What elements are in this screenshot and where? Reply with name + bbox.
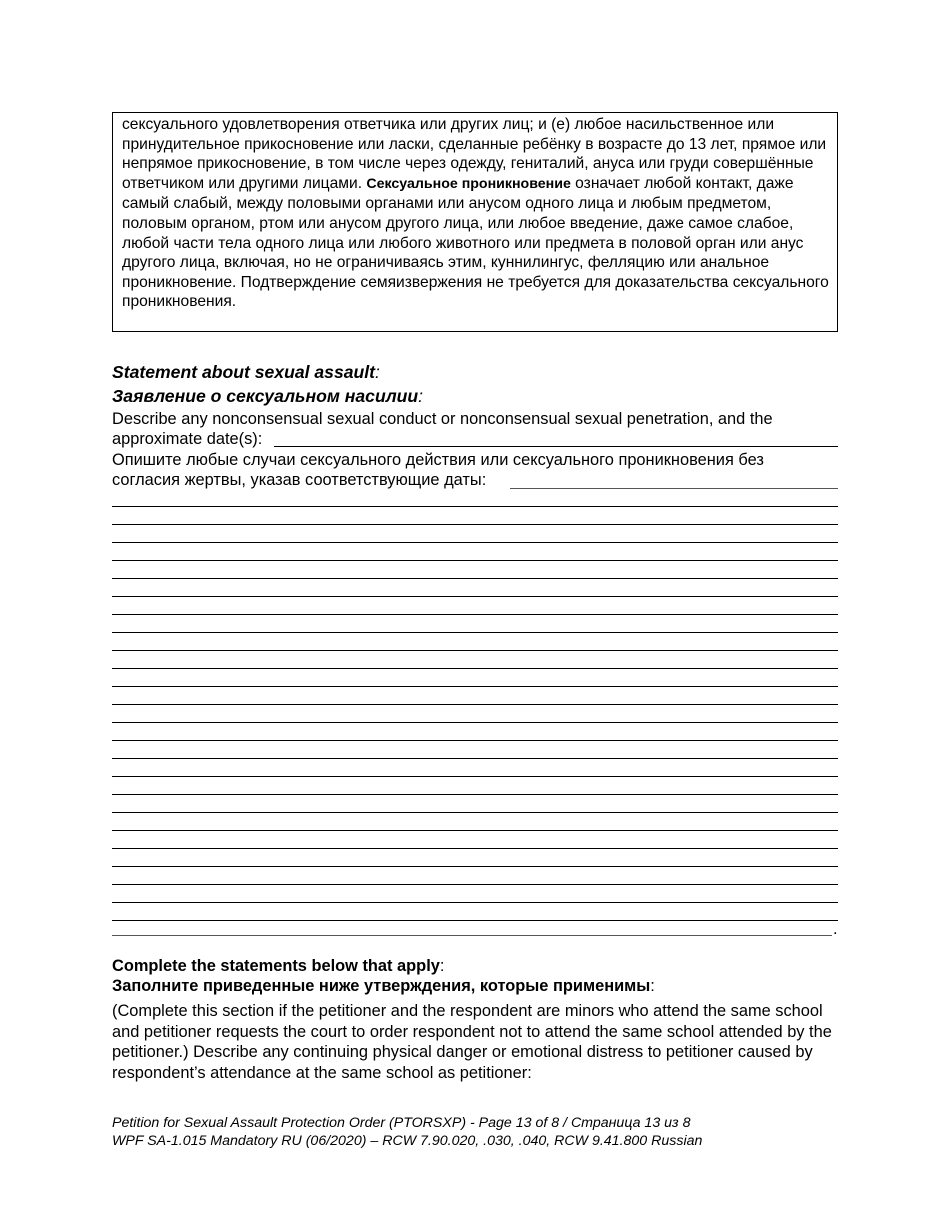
- answer-line[interactable]: [112, 722, 838, 723]
- prompt-ru-line1: Опишите любые случаи сексуального действия или сексуального проникновения без: [112, 451, 764, 469]
- footer-line-2: WPF SA-1.015 Mandatory RU (06/2020) – RCW 7.90.020, .030, .040, RCW 9.41.800 Russian: [112, 1133, 703, 1149]
- statement-heading-en: Statement about sexual assault:: [112, 362, 380, 382]
- prompt-en-line2: approximate date(s):: [112, 430, 263, 448]
- end-period: .: [833, 920, 838, 938]
- answer-line[interactable]: [112, 794, 838, 795]
- date-input-line-ru[interactable]: [510, 488, 838, 489]
- answer-line[interactable]: [112, 776, 838, 777]
- definition-term: Сексуальное проникновение: [366, 175, 571, 192]
- answer-line[interactable]: [112, 650, 838, 651]
- answer-line[interactable]: [112, 668, 838, 669]
- answer-line[interactable]: [112, 758, 838, 759]
- answer-line[interactable]: [112, 920, 838, 921]
- answer-line[interactable]: [112, 866, 838, 867]
- definition-text-2: означает любой контакт, даже самый слабый, между половыми органами или анусом одного лица и любым предметом, половым органом, ртом или анусом другого лица, или любое введение, даже самое слабое, любой части тела одного лица или любого животного или предмета в половой орган или анус другого лица, включая, но не ограничиваясь этим, куннилингус, фелляцию или анальное проникновение. Подтверждение семяизвержения не требуется для доказательства сексуального проникновения.: [122, 174, 829, 311]
- definition-text-1: сексуального удовлетворения ответчика или других лиц; и (e) любое насильственное или принудительное прикосновение или ласки, сделанные ребёнку в возрасте до 13 лет, прямое или непрямое прикосновение, в том числе через одежду, гениталий, ануса или груди совершённые ответчиком или другими лицами.: [122, 116, 827, 192]
- answer-line[interactable]: [112, 632, 838, 633]
- answer-line[interactable]: [112, 614, 838, 615]
- answer-line[interactable]: [112, 812, 838, 813]
- answer-line[interactable]: [112, 686, 838, 687]
- prompt-ru-line2: согласия жертвы, указав соответствующие даты:: [112, 471, 487, 489]
- answer-line[interactable]: [112, 884, 838, 885]
- answer-line[interactable]: [112, 560, 838, 561]
- answer-line[interactable]: [112, 524, 838, 525]
- answer-line[interactable]: [112, 848, 838, 849]
- answer-line[interactable]: [112, 704, 838, 705]
- footer-line-1: Petition for Sexual Assault Protection Order (PTORSXP) - Page 13 of 8 / Страница 13 из 8: [112, 1115, 691, 1131]
- answer-line[interactable]: [112, 542, 838, 543]
- answer-line[interactable]: [112, 740, 838, 741]
- answer-line[interactable]: [112, 596, 838, 597]
- statement-heading-ru: Заявление о сексуальном насилии:: [112, 386, 424, 406]
- date-input-line-en[interactable]: [274, 446, 838, 447]
- prompt-en-line1: Describe any nonconsensual sexual conduct or nonconsensual sexual penetration, and the: [112, 410, 773, 428]
- complete-heading-ru: Заполните приведенные ниже утверждения, которые применимы:: [112, 977, 655, 995]
- school-instructions: (Complete this section if the petitioner and the respondent are minors who attend the same school and petitioner requests the court to order respondent not to attend the same school attended by the petitioner.) Describe any continuing physical danger or emotional distress to petitioner caused by respondent’s attendance at the same school as petitioner:: [112, 1002, 832, 1082]
- answer-line-last[interactable]: [112, 935, 832, 936]
- answer-line[interactable]: [112, 902, 838, 903]
- answer-line[interactable]: [112, 578, 838, 579]
- complete-heading-en: Complete the statements below that apply:: [112, 957, 445, 975]
- answer-line[interactable]: [112, 506, 838, 507]
- definition-box: [112, 112, 838, 332]
- answer-line[interactable]: [112, 830, 838, 831]
